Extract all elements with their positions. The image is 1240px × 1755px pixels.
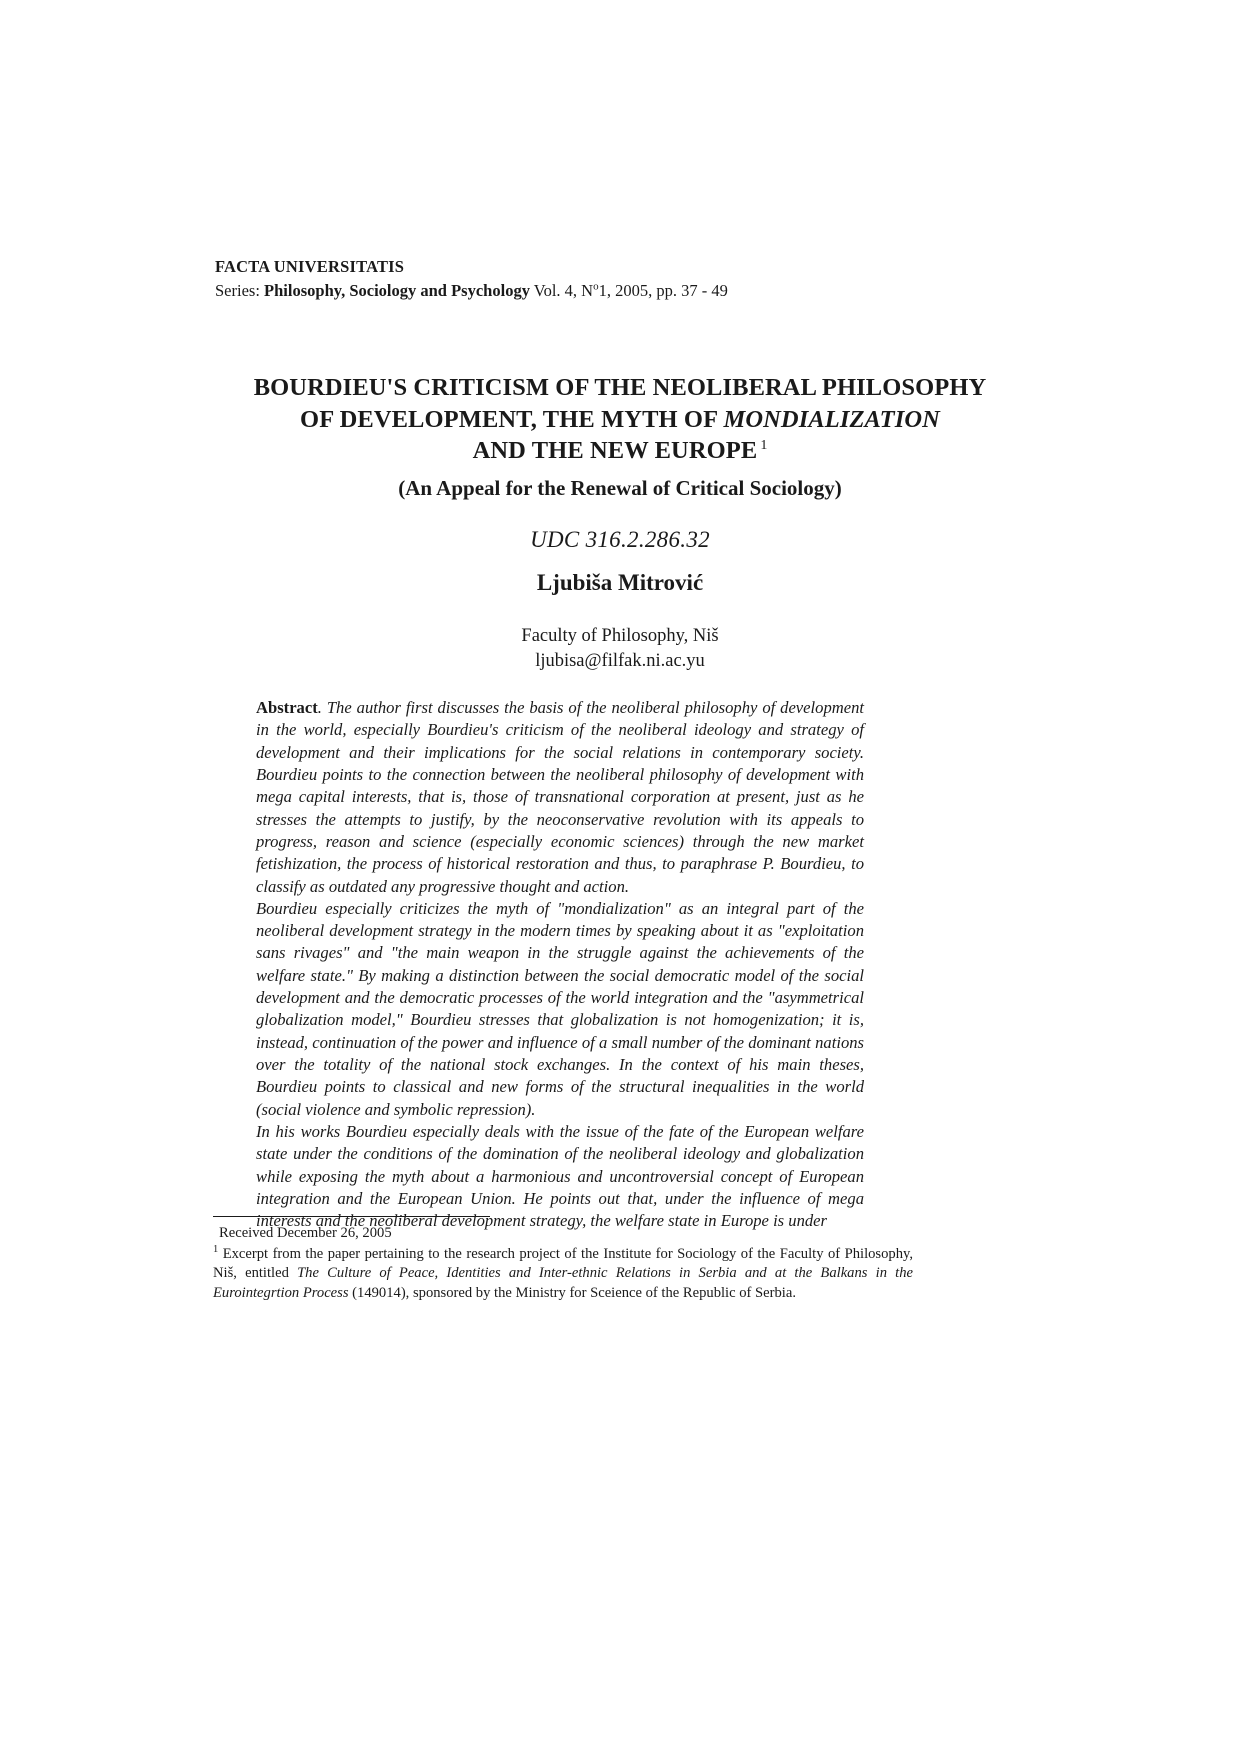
abstract-paragraph-2: Bourdieu especially criticizes the myth of "mondialization" as an integral part of the neoliberal development strategy in the modern times by speaking about it as "exploitation sans rivages" and "the main weapon in the struggle against the achievements of the welfare state." By making a distinction between the social democratic model of the social development and the democratic processes of the world integration and the "asymmetrical globalization model," Bourdieu stresses that globalization is not homogenization; it is, instead, continuation of the power and influence of a small number of the dominant nations over the totality of the national stock exchanges. In the context of his main theses, Bourdieu points to classical and new forms of the structural inequalities in the world (social violence and symbolic repression). xyxy=(256,898,864,1119)
author-affiliation: Faculty of Philosophy, Niš xyxy=(521,625,719,646)
title-line-3: AND THE NEW EUROPE xyxy=(472,437,758,465)
abstract-label-separator: . xyxy=(317,698,327,717)
footnote-project-title: The Culture of Peace, Identities and Inter-ethnic Relations in Serbia and at the Balkans in the Eurointegrtion Process xyxy=(213,1265,913,1301)
footnote-section xyxy=(213,1224,913,1304)
abstract-text-1: The author first discusses the basis of the neoliberal philosophy of development in the world, especially Bourdieu's criticism of the neoliberal ideology and strategy of development and their implications for the social relations in contemporary society. Bourdieu points to the connection between the neoliberal philosophy of development with mega capital interests, that is, those of transnational corporation at present, just as he stresses the attempts to justify, by the neoconservative revolution with its appeals to progress, reason and science (especially economic sciences) through the new market fetishization, the process of historical restoration and thus, to paraphrase P. Bourdieu, to classify as outdated any progressive thought and action. xyxy=(256,698,865,896)
footnote-text xyxy=(213,1245,913,1304)
footnote-marker: 1 xyxy=(213,1243,219,1255)
footnote-text-part-2: (149014), sponsored by the Ministry for Sceience of the Republic of Serbia. xyxy=(348,1284,796,1301)
title-block xyxy=(155,372,1085,553)
title-footnote-marker: 1 xyxy=(760,438,768,454)
author-name: Ljubiša Mitrović xyxy=(536,570,704,595)
title-line-1: BOURDIEU'S CRITICISM OF THE NEOLIBERAL PHILOSOPHY xyxy=(253,374,987,401)
volume-info-post: 1, 2005, pp. 37 - 49 xyxy=(598,281,728,301)
abstract-section xyxy=(256,697,864,1233)
series-prefix: Series: xyxy=(215,281,265,301)
abstract-paragraph-1 xyxy=(256,697,864,898)
abstract-paragraph-3: In his works Bourdieu especially deals with the issue of the fate of the European welfare state under the conditions of the domination of the neoliberal ideology and globalization while exposing the myth about a harmonious and uncontroversial concept of European integration and the European Union. He points out that, under the influence of mega interests and the neoliberal development strategy, the welfare state in Europe is under xyxy=(256,1121,864,1231)
volume-info-pre: Vol. 4, N xyxy=(529,281,594,301)
udc-code: UDC 316.2.286.32 xyxy=(530,527,710,553)
journal-series-line xyxy=(215,279,975,302)
received-date: Received December 26, 2005 xyxy=(219,1225,392,1241)
footnote-separator-rule xyxy=(213,1216,490,1217)
page-subtitle: (An Appeal for the Renewal of Critical Sociology) xyxy=(398,475,842,500)
ordinal-superscript: o xyxy=(593,280,599,293)
journal-header xyxy=(215,255,975,303)
series-name: Philosophy, Sociology and Psychology xyxy=(264,281,530,301)
footnote-text-part-1: Excerpt from the paper pertaining to the research project of the Institute for Sociology of the Faculty of Philosophy, Niš, entitled xyxy=(213,1245,913,1282)
author-email: ljubisa@filfak.ni.ac.yu xyxy=(535,651,705,672)
journal-name: FACTA UNIVERSITATIS xyxy=(215,257,405,276)
page-title xyxy=(155,372,1085,467)
author-block xyxy=(155,568,1085,674)
title-line-2-prefix: OF DEVELOPMENT, THE MYTH OF xyxy=(300,405,724,433)
title-line-2-italic: MONDIALIZATION xyxy=(723,405,940,433)
abstract-label: Abstract xyxy=(256,698,318,717)
